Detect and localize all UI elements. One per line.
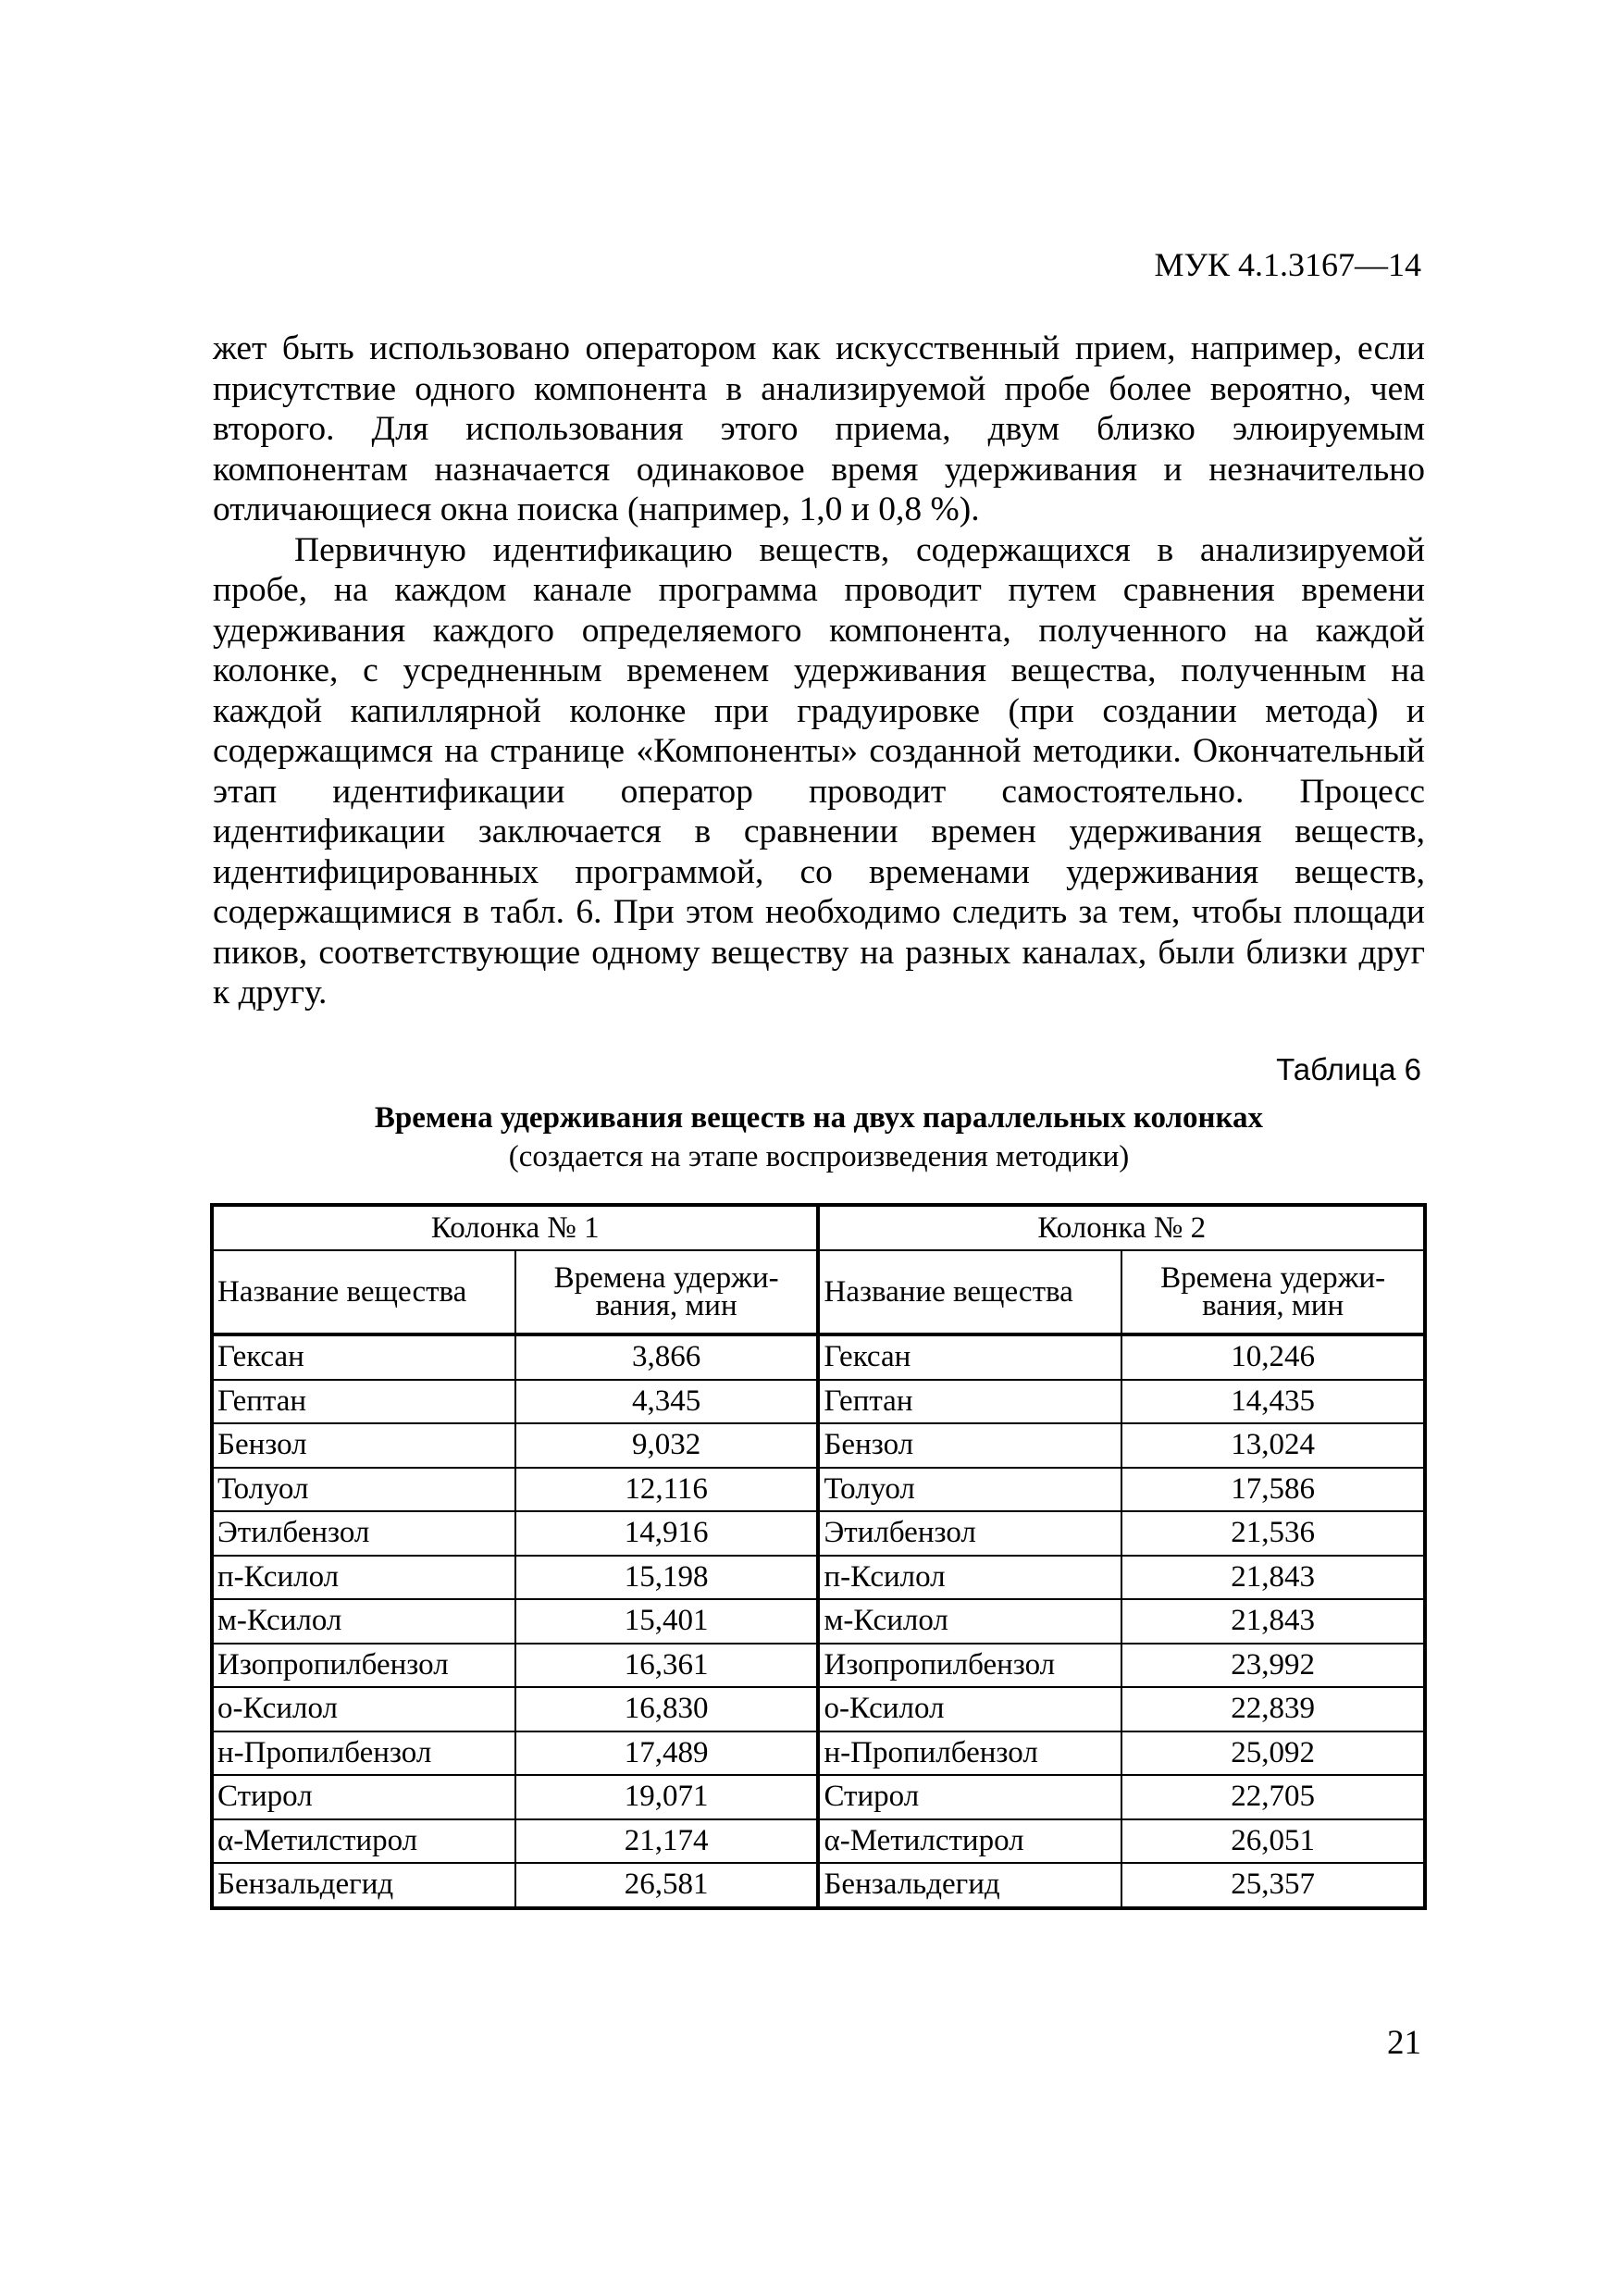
col2-retention-time: 25,092 — [1121, 1731, 1425, 1776]
col2-retention-time: 17,586 — [1121, 1468, 1425, 1512]
table-title: Времена удерживания веществ на двух параллельных колонках — [374, 1101, 1264, 1135]
col2-substance: Стирол — [818, 1775, 1121, 1819]
col1-retention-time: 16,830 — [515, 1687, 819, 1731]
col2-name-header: Название вещества — [818, 1250, 1121, 1334]
col1-substance: Гептан — [212, 1380, 515, 1424]
col2-retention-time: 26,051 — [1121, 1819, 1425, 1864]
table-row — [212, 1423, 1425, 1468]
col1-substance: н-Пропилбензол — [212, 1731, 515, 1776]
page-header-code: МУК 4.1.3167—14 — [1154, 246, 1421, 283]
col2-substance: Бензальдегид — [818, 1863, 1121, 1908]
column-2-header: Колонка № 2 — [818, 1205, 1425, 1250]
time-header-line1: Времена удержи- — [1160, 1261, 1386, 1295]
col2-substance: Толуол — [818, 1468, 1121, 1512]
col1-retention-time: 19,071 — [515, 1775, 819, 1819]
table-row — [212, 1644, 1425, 1688]
col1-substance: Гексан — [212, 1334, 515, 1380]
table-row — [212, 1511, 1425, 1556]
page-number: 21 — [1387, 2024, 1421, 2062]
col2-retention-time: 13,024 — [1121, 1423, 1425, 1468]
col1-name-header: Название вещества — [212, 1250, 515, 1334]
col1-retention-time: 16,361 — [515, 1644, 819, 1688]
col1-substance: Стирол — [212, 1775, 515, 1819]
table-row — [212, 1775, 1425, 1819]
table-row — [212, 1687, 1425, 1731]
table-row — [212, 1380, 1425, 1424]
col2-retention-time: 21,843 — [1121, 1599, 1425, 1644]
col2-substance: о-Ксилол — [818, 1687, 1121, 1731]
col2-retention-time: 21,536 — [1121, 1511, 1425, 1556]
col1-substance: п-Ксилол — [212, 1556, 515, 1600]
col2-substance: п-Ксилол — [818, 1556, 1121, 1600]
col1-retention-time: 26,581 — [515, 1863, 819, 1908]
table-row — [212, 1556, 1425, 1600]
col2-retention-time: 21,843 — [1121, 1556, 1425, 1600]
col1-substance: α-Метилстирол — [212, 1819, 515, 1864]
col1-substance: Толуол — [212, 1468, 515, 1512]
table-subtitle: (создается на этапе воспроизведения методики) — [508, 1140, 1130, 1173]
col2-substance: α-Метилстирол — [818, 1819, 1121, 1864]
col2-retention-time: 14,435 — [1121, 1380, 1425, 1424]
col2-substance: Гептан — [818, 1380, 1121, 1424]
table-row — [212, 1863, 1425, 1908]
table-row — [212, 1819, 1425, 1864]
col1-retention-time: 4,345 — [515, 1380, 819, 1424]
col2-substance: н-Пропилбензол — [818, 1731, 1121, 1776]
table-row — [212, 1468, 1425, 1512]
col1-substance: о-Ксилол — [212, 1687, 515, 1731]
col2-substance: Гексан — [818, 1334, 1121, 1380]
paragraph-identification: Первичную идентификацию веществ, содержащихся в анализируемой пробе, на каждом канале программа проводит путем сравнения времени удерживания каждого определяемого компонента, полученного на каждой колонке, с усредненным временем удерживания вещества, полученным на каждой капиллярной колонке при градуировке (при создании метода) и содержащимся на странице «Компоненты» созданной методики. Окончательный этап идентификации оператор проводит самостоятельно. Процесс идентификации заключается в сравнении времен удерживания веществ, идентифицированных программой, со временами удерживания веществ, содержащимися в табл. 6. При этом необходимо следить за тем, чтобы площади пиков, соответствующие одному веществу на разных каналах, были близки друг к другу. — [213, 530, 1425, 1011]
table-label: Таблица 6 — [1276, 1052, 1421, 1086]
col2-retention-time: 22,705 — [1121, 1775, 1425, 1819]
retention-times-table — [210, 1203, 1427, 1910]
col1-substance: Этилбензол — [212, 1511, 515, 1556]
time-header-line2: вания, мин — [595, 1289, 737, 1322]
col1-retention-time: 12,116 — [515, 1468, 819, 1512]
body-text — [213, 329, 1425, 1013]
col2-retention-time: 22,839 — [1121, 1687, 1425, 1731]
col2-time-header — [1121, 1250, 1425, 1334]
col1-substance: м-Ксилол — [212, 1599, 515, 1644]
table-row — [212, 1334, 1425, 1380]
col1-retention-time: 14,916 — [515, 1511, 819, 1556]
col1-retention-time: 15,198 — [515, 1556, 819, 1600]
col1-retention-time: 9,032 — [515, 1423, 819, 1468]
time-header-line2: вания, мин — [1202, 1289, 1344, 1322]
col1-retention-time: 21,174 — [515, 1819, 819, 1864]
col1-substance: Бензальдегид — [212, 1863, 515, 1908]
col2-retention-time: 23,992 — [1121, 1644, 1425, 1688]
col2-substance: Бензол — [818, 1423, 1121, 1468]
paragraph-continued: жет быть использовано оператором как искусственный прием, например, если присутствие одного компонента в анализируемой пробе более вероятно, чем второго. Для использования этого приема, двум близко элюируемым компонентам назначается одинаковое время удерживания и незначительно отличающиеся окна поиска (например, 1,0 и 0,8 %). — [213, 329, 1425, 528]
col2-substance: м-Ксилол — [818, 1599, 1121, 1644]
table-row — [212, 1599, 1425, 1644]
table-row — [212, 1731, 1425, 1776]
col2-substance: Изопропилбензол — [818, 1644, 1121, 1688]
time-header-line1: Времена удержи- — [553, 1261, 779, 1295]
col1-time-header — [515, 1250, 819, 1334]
column-1-header: Колонка № 1 — [212, 1205, 818, 1250]
col1-retention-time: 3,866 — [515, 1334, 819, 1380]
col2-retention-time: 10,246 — [1121, 1334, 1425, 1380]
col1-substance: Бензол — [212, 1423, 515, 1468]
col1-retention-time: 17,489 — [515, 1731, 819, 1776]
col1-substance: Изопропилбензол — [212, 1644, 515, 1688]
col1-retention-time: 15,401 — [515, 1599, 819, 1644]
col2-substance: Этилбензол — [818, 1511, 1121, 1556]
col2-retention-time: 25,357 — [1121, 1863, 1425, 1908]
